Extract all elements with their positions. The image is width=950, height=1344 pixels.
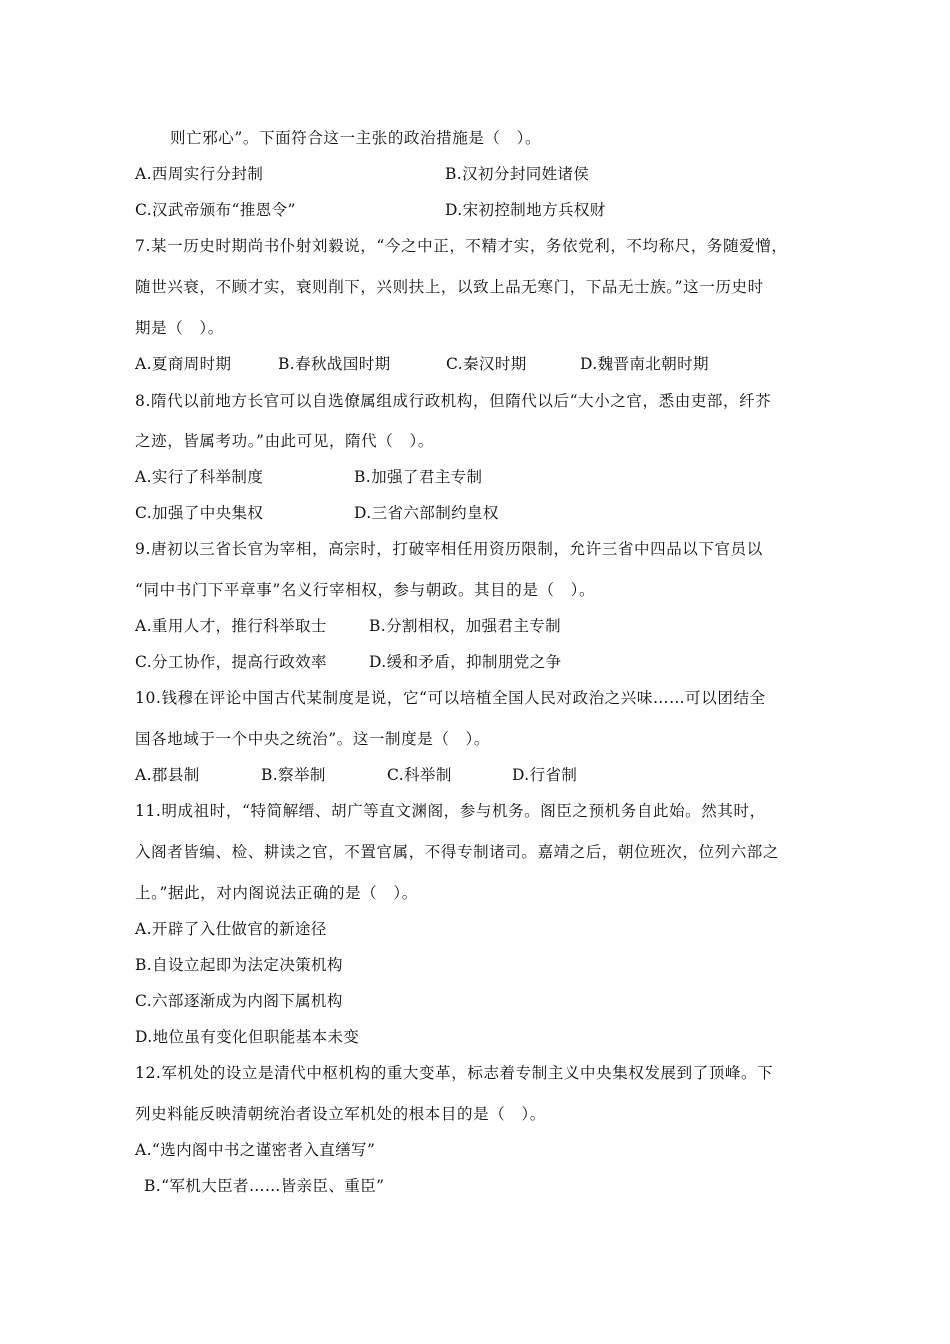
q11-stem-line-3: 上。”据此，对内阁说法正确的是（ ）。 xyxy=(135,884,418,902)
q10-option-a: A.郡县制 xyxy=(135,766,200,784)
q7-option-a: A.夏商周时期 xyxy=(135,355,232,373)
q8-stem-line-1: 8.隋代以前地方长官可以自选僚属组成行政机构，但隋代以后“大小之官，悉由吏部，纤芥 xyxy=(135,392,772,410)
q10-option-d: D.行省制 xyxy=(512,766,578,784)
q7-option-d: D.魏晋南北朝时期 xyxy=(580,355,709,373)
q6-option-d: D.宋初控制地方兵权财 xyxy=(445,201,606,219)
q6-option-b: B.汉初分封同姓诸侯 xyxy=(445,165,590,183)
q9-stem-line-2: “同中书门下平章事”名义行宰相权，参与朝政。其目的是（ ）。 xyxy=(135,581,596,599)
q9-option-d: D.缓和矛盾，抑制朋党之争 xyxy=(369,653,562,671)
q7-stem-line-3: 期是（ ）。 xyxy=(135,319,224,337)
q6-option-a: A.西周实行分封制 xyxy=(135,165,264,183)
q8-option-d: D.三省六部制约皇权 xyxy=(354,504,499,522)
q11-option-b: B.自设立起即为法定决策机构 xyxy=(135,956,343,974)
q6-stem-continuation: 则亡邪心”。下面符合这一主张的政治措施是（ ）。 xyxy=(170,129,542,147)
q10-stem-line-1: 10.钱穆在评论中国古代某制度是说，它“可以培植全国人民对政治之兴味……可以团结全 xyxy=(135,689,766,707)
q11-stem-line-1: 11.明成祖时，“特简解缙、胡广等直文渊阁，参与机务。阁臣之预机务自此始。然其时， xyxy=(135,802,766,820)
q7-stem-line-2: 随世兴衰，不顾才实，衰则削下，兴则扶上，以致上品无寒门，下品无士族。”这一历史时 xyxy=(135,278,764,296)
q6-option-c: C.汉武帝颁布“推恩令” xyxy=(135,201,296,219)
q9-stem-line-1: 9.唐初以三省长官为宰相，高宗时，打破宰相任用资历限制，允许三省中四品以下官员以 xyxy=(135,540,763,558)
q11-option-a: A.开辟了入仕做官的新途径 xyxy=(135,920,327,938)
q10-option-c: C.科举制 xyxy=(387,766,452,784)
q12-option-b: B.“军机大臣者……皆亲臣、重臣” xyxy=(144,1177,385,1195)
q11-option-c: C.六部逐渐成为内阁下属机构 xyxy=(135,992,343,1010)
q9-option-c: C.分工协作，提高行政效率 xyxy=(135,653,327,671)
q12-stem-line-1: 12.军机处的设立是清代中枢机构的重大变革，标志着专制主义中央集权发展到了顶峰。下 xyxy=(135,1064,774,1082)
q8-option-a: A.实行了科举制度 xyxy=(135,468,264,486)
q10-stem-line-2: 国各地域于一个中央之统治”。这一制度是（ ）。 xyxy=(135,730,490,748)
q7-stem-line-1: 7.某一历史时期尚书仆射刘毅说，“今之中正，不精才实，务依党利，不均称尺，务随爱憎， xyxy=(135,237,788,255)
q9-option-a: A.重用人才，推行科举取士 xyxy=(135,617,327,635)
q10-option-b: B.察举制 xyxy=(261,766,326,784)
q9-option-b: B.分割相权，加强君主专制 xyxy=(369,617,562,635)
q12-stem-line-2: 列史料能反映清朝统治者设立军机处的根本目的是（ ）。 xyxy=(135,1105,546,1123)
q11-option-d: D.地位虽有变化但职能基本未变 xyxy=(135,1028,360,1046)
q11-stem-line-2: 入阁者皆编、检、耕读之官，不置官属，不得专制诸司。嘉靖之后，朝位班次，位列六部之 xyxy=(135,843,780,861)
q7-option-c: C.秦汉时期 xyxy=(446,355,527,373)
q8-stem-line-2: 之迹，皆属考功。”由此可见，隋代（ ）。 xyxy=(135,432,434,450)
q7-option-b: B.春秋战国时期 xyxy=(278,355,391,373)
q12-option-a: A.“选内阁中书之谨密者入直缮写” xyxy=(135,1141,376,1159)
q8-option-c: C.加强了中央集权 xyxy=(135,504,264,522)
q8-option-b: B.加强了君主专制 xyxy=(354,468,483,486)
